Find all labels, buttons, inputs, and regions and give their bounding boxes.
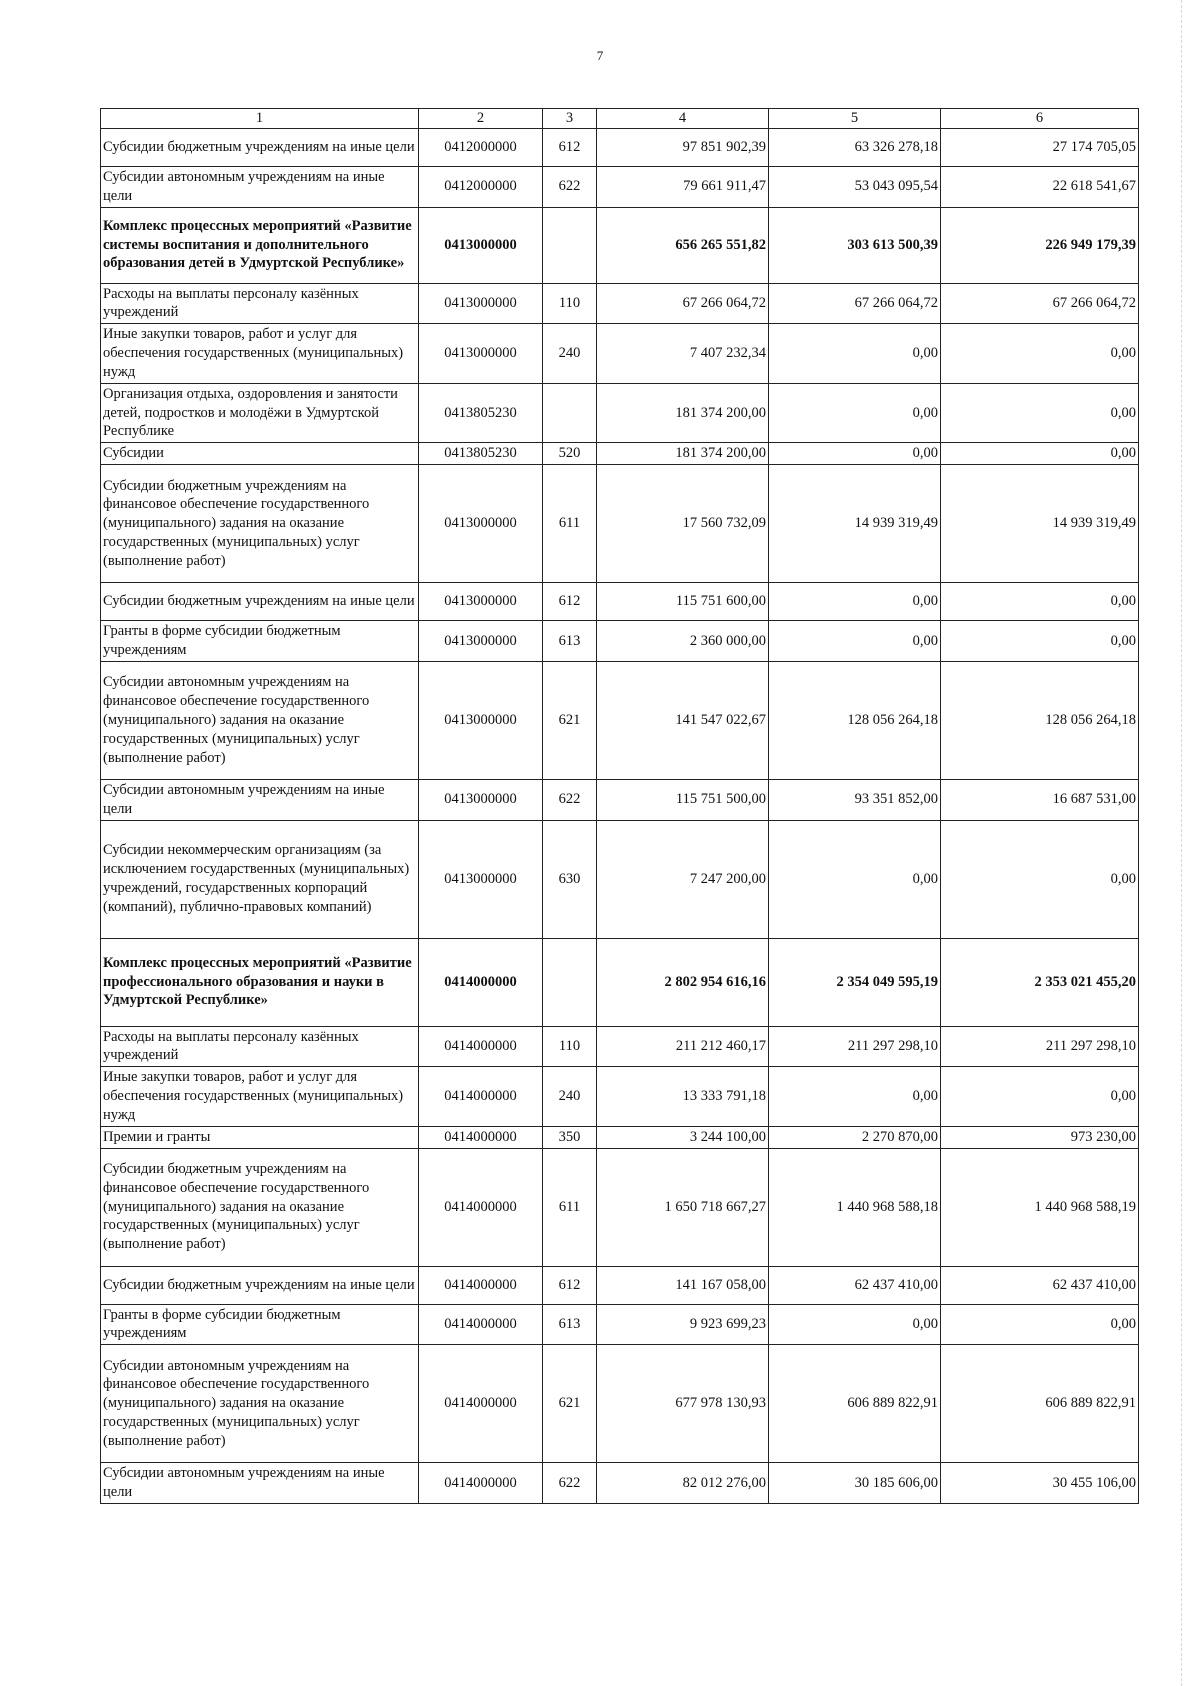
row-amount-2-cell: 0,00 — [769, 324, 941, 384]
row-expense-type-cell: 240 — [543, 1067, 597, 1127]
row-expense-type-cell: 622 — [543, 166, 597, 207]
row-name-cell: Расходы на выплаты персоналу казённых учреждений — [101, 283, 419, 324]
row-amount-1-cell: 13 333 791,18 — [597, 1067, 769, 1127]
row-name-cell: Комплекс процессных мероприятий «Развитие системы воспитания и дополнительного образования детей в Удмуртской Республике» — [101, 207, 419, 283]
row-expense-type-cell: 622 — [543, 779, 597, 820]
row-amount-2-cell: 67 266 064,72 — [769, 283, 941, 324]
row-expense-type-cell: 110 — [543, 283, 597, 324]
header-cell: 3 — [543, 109, 597, 129]
table-row — [101, 820, 1139, 938]
row-amount-3-cell: 14 939 319,49 — [941, 465, 1139, 583]
row-name-cell: Субсидии бюджетным учреждениям на иные цели — [101, 128, 419, 166]
row-expense-type-cell: 621 — [543, 661, 597, 779]
header-cell: 2 — [419, 109, 543, 129]
row-expense-type-cell: 612 — [543, 583, 597, 621]
row-code-cell: 0414000000 — [419, 938, 543, 1026]
table-row — [101, 465, 1139, 583]
row-expense-type-cell: 612 — [543, 1266, 597, 1304]
row-amount-1-cell: 181 374 200,00 — [597, 443, 769, 465]
table-row — [101, 1067, 1139, 1127]
row-amount-2-cell: 0,00 — [769, 1304, 941, 1345]
row-amount-1-cell: 7 407 232,34 — [597, 324, 769, 384]
row-amount-2-cell: 128 056 264,18 — [769, 661, 941, 779]
row-amount-2-cell: 0,00 — [769, 820, 941, 938]
row-expense-type-cell: 611 — [543, 1148, 597, 1266]
row-amount-3-cell: 0,00 — [941, 621, 1139, 662]
row-code-cell: 0413000000 — [419, 820, 543, 938]
row-expense-type-cell: 613 — [543, 621, 597, 662]
row-code-cell: 0413000000 — [419, 465, 543, 583]
row-code-cell: 0414000000 — [419, 1126, 543, 1148]
table-row — [101, 1026, 1139, 1067]
row-amount-3-cell: 0,00 — [941, 383, 1139, 443]
row-amount-3-cell: 0,00 — [941, 443, 1139, 465]
row-amount-1-cell: 79 661 911,47 — [597, 166, 769, 207]
row-amount-2-cell: 1 440 968 588,18 — [769, 1148, 941, 1266]
row-name-cell: Субсидии автономным учреждениям на иные цели — [101, 1463, 419, 1504]
row-name-cell: Иные закупки товаров, работ и услуг для обеспечения государственных (муниципальных) нужд — [101, 1067, 419, 1127]
row-amount-2-cell: 303 613 500,39 — [769, 207, 941, 283]
row-code-cell: 0413805230 — [419, 383, 543, 443]
table-row — [101, 1266, 1139, 1304]
row-amount-3-cell: 0,00 — [941, 583, 1139, 621]
table-row — [101, 283, 1139, 324]
row-code-cell: 0413805230 — [419, 443, 543, 465]
row-name-cell: Иные закупки товаров, работ и услуг для обеспечения государственных (муниципальных) нужд — [101, 324, 419, 384]
scan-edge — [1181, 0, 1200, 1686]
row-name-cell: Комплекс процессных мероприятий «Развитие профессионального образования и науки в Удмуртской Республике» — [101, 938, 419, 1026]
row-amount-1-cell: 82 012 276,00 — [597, 1463, 769, 1504]
row-code-cell: 0414000000 — [419, 1463, 543, 1504]
row-expense-type-cell: 621 — [543, 1345, 597, 1463]
table-row — [101, 938, 1139, 1026]
row-expense-type-cell — [543, 938, 597, 1026]
row-expense-type-cell: 612 — [543, 128, 597, 166]
row-amount-3-cell: 0,00 — [941, 1304, 1139, 1345]
row-amount-2-cell: 93 351 852,00 — [769, 779, 941, 820]
row-expense-type-cell: 613 — [543, 1304, 597, 1345]
row-code-cell: 0413000000 — [419, 779, 543, 820]
table-row — [101, 443, 1139, 465]
row-amount-2-cell: 0,00 — [769, 1067, 941, 1127]
row-code-cell: 0414000000 — [419, 1148, 543, 1266]
row-amount-2-cell: 2 270 870,00 — [769, 1126, 941, 1148]
row-amount-3-cell: 1 440 968 588,19 — [941, 1148, 1139, 1266]
row-amount-3-cell: 22 618 541,67 — [941, 166, 1139, 207]
row-amount-1-cell: 141 167 058,00 — [597, 1266, 769, 1304]
row-code-cell: 0412000000 — [419, 166, 543, 207]
table-row — [101, 583, 1139, 621]
table-row — [101, 383, 1139, 443]
row-code-cell: 0414000000 — [419, 1345, 543, 1463]
row-code-cell: 0414000000 — [419, 1026, 543, 1067]
row-amount-2-cell: 606 889 822,91 — [769, 1345, 941, 1463]
row-amount-2-cell: 63 326 278,18 — [769, 128, 941, 166]
row-amount-2-cell: 30 185 606,00 — [769, 1463, 941, 1504]
row-amount-3-cell: 973 230,00 — [941, 1126, 1139, 1148]
row-amount-3-cell: 0,00 — [941, 1067, 1139, 1127]
row-amount-3-cell: 30 455 106,00 — [941, 1463, 1139, 1504]
table-row — [101, 661, 1139, 779]
row-name-cell: Гранты в форме субсидии бюджетным учреждениям — [101, 1304, 419, 1345]
row-code-cell: 0413000000 — [419, 324, 543, 384]
row-amount-1-cell: 9 923 699,23 — [597, 1304, 769, 1345]
row-code-cell: 0414000000 — [419, 1067, 543, 1127]
row-code-cell: 0413000000 — [419, 661, 543, 779]
row-amount-1-cell: 67 266 064,72 — [597, 283, 769, 324]
row-amount-1-cell: 3 244 100,00 — [597, 1126, 769, 1148]
row-expense-type-cell: 240 — [543, 324, 597, 384]
table-row — [101, 166, 1139, 207]
row-expense-type-cell: 611 — [543, 465, 597, 583]
budget-table-body — [101, 109, 1139, 1504]
row-amount-1-cell: 7 247 200,00 — [597, 820, 769, 938]
row-name-cell: Гранты в форме субсидии бюджетным учреждениям — [101, 621, 419, 662]
row-amount-1-cell: 656 265 551,82 — [597, 207, 769, 283]
header-cell: 1 — [101, 109, 419, 129]
row-name-cell: Расходы на выплаты персоналу казённых учреждений — [101, 1026, 419, 1067]
row-expense-type-cell: 520 — [543, 443, 597, 465]
table-row — [101, 1126, 1139, 1148]
row-amount-2-cell: 53 043 095,54 — [769, 166, 941, 207]
row-name-cell: Субсидии — [101, 443, 419, 465]
header-cell: 4 — [597, 109, 769, 129]
row-amount-2-cell: 2 354 049 595,19 — [769, 938, 941, 1026]
row-amount-3-cell: 128 056 264,18 — [941, 661, 1139, 779]
header-cell: 5 — [769, 109, 941, 129]
row-name-cell: Премии и гранты — [101, 1126, 419, 1148]
row-amount-1-cell: 181 374 200,00 — [597, 383, 769, 443]
row-expense-type-cell: 110 — [543, 1026, 597, 1067]
row-amount-3-cell: 226 949 179,39 — [941, 207, 1139, 283]
row-name-cell: Организация отдыха, оздоровления и занятости детей, подростков и молодёжи в Удмуртской Республике — [101, 383, 419, 443]
row-expense-type-cell — [543, 207, 597, 283]
row-amount-2-cell: 14 939 319,49 — [769, 465, 941, 583]
row-name-cell: Субсидии автономным учреждениям на иные цели — [101, 166, 419, 207]
row-amount-1-cell: 2 360 000,00 — [597, 621, 769, 662]
row-amount-1-cell: 141 547 022,67 — [597, 661, 769, 779]
row-code-cell: 0413000000 — [419, 283, 543, 324]
row-name-cell: Субсидии автономным учреждениям на финансовое обеспечение государственного (муниципального) задания на оказание государственных (муниципальных) услуг (выполнение работ) — [101, 1345, 419, 1463]
row-amount-1-cell: 211 212 460,17 — [597, 1026, 769, 1067]
row-amount-2-cell: 211 297 298,10 — [769, 1026, 941, 1067]
row-amount-3-cell: 0,00 — [941, 820, 1139, 938]
table-row — [101, 1148, 1139, 1266]
row-amount-1-cell: 17 560 732,09 — [597, 465, 769, 583]
row-amount-3-cell: 27 174 705,05 — [941, 128, 1139, 166]
row-amount-2-cell: 0,00 — [769, 583, 941, 621]
row-name-cell: Субсидии автономным учреждениям на иные цели — [101, 779, 419, 820]
row-code-cell: 0413000000 — [419, 583, 543, 621]
row-amount-3-cell: 16 687 531,00 — [941, 779, 1139, 820]
page-number: 7 — [596, 48, 604, 63]
row-amount-3-cell: 62 437 410,00 — [941, 1266, 1139, 1304]
row-name-cell: Субсидии бюджетным учреждениям на иные цели — [101, 583, 419, 621]
table-row — [101, 207, 1139, 283]
row-amount-2-cell: 0,00 — [769, 383, 941, 443]
row-amount-1-cell: 97 851 902,39 — [597, 128, 769, 166]
table-row — [101, 324, 1139, 384]
budget-table — [100, 108, 1139, 1504]
row-amount-1-cell: 115 751 500,00 — [597, 779, 769, 820]
row-amount-1-cell: 2 802 954 616,16 — [597, 938, 769, 1026]
row-amount-3-cell: 2 353 021 455,20 — [941, 938, 1139, 1026]
row-amount-1-cell: 677 978 130,93 — [597, 1345, 769, 1463]
header-cell: 6 — [941, 109, 1139, 129]
row-name-cell: Субсидии бюджетным учреждениям на финансовое обеспечение государственного (муниципального) задания на оказание государственных (муниципальных) услуг (выполнение работ) — [101, 1148, 419, 1266]
row-code-cell: 0414000000 — [419, 1266, 543, 1304]
row-name-cell: Субсидии автономным учреждениям на финансовое обеспечение государственного (муниципального) задания на оказание государственных (муниципальных) услуг (выполнение работ) — [101, 661, 419, 779]
table-row — [101, 1463, 1139, 1504]
row-code-cell: 0414000000 — [419, 1304, 543, 1345]
row-amount-2-cell: 62 437 410,00 — [769, 1266, 941, 1304]
header-row — [101, 109, 1139, 129]
row-amount-3-cell: 211 297 298,10 — [941, 1026, 1139, 1067]
row-amount-1-cell: 115 751 600,00 — [597, 583, 769, 621]
row-amount-3-cell: 67 266 064,72 — [941, 283, 1139, 324]
row-name-cell: Субсидии бюджетным учреждениям на финансовое обеспечение государственного (муниципального) задания на оказание государственных (муниципальных) услуг (выполнение работ) — [101, 465, 419, 583]
table-row — [101, 1304, 1139, 1345]
row-amount-2-cell: 0,00 — [769, 443, 941, 465]
row-amount-2-cell: 0,00 — [769, 621, 941, 662]
row-amount-3-cell: 606 889 822,91 — [941, 1345, 1139, 1463]
table-row — [101, 621, 1139, 662]
row-code-cell: 0413000000 — [419, 621, 543, 662]
table-row — [101, 1345, 1139, 1463]
row-name-cell: Субсидии бюджетным учреждениям на иные цели — [101, 1266, 419, 1304]
row-expense-type-cell: 622 — [543, 1463, 597, 1504]
row-amount-3-cell: 0,00 — [941, 324, 1139, 384]
row-name-cell: Субсидии некоммерческим организациям (за исключением государственных (муниципальных) учреждений, государственных корпораций (компаний), публично-правовых компаний) — [101, 820, 419, 938]
row-expense-type-cell: 350 — [543, 1126, 597, 1148]
table-row — [101, 128, 1139, 166]
row-expense-type-cell — [543, 383, 597, 443]
row-code-cell: 0412000000 — [419, 128, 543, 166]
row-expense-type-cell: 630 — [543, 820, 597, 938]
table-row — [101, 779, 1139, 820]
row-code-cell: 0413000000 — [419, 207, 543, 283]
row-amount-1-cell: 1 650 718 667,27 — [597, 1148, 769, 1266]
